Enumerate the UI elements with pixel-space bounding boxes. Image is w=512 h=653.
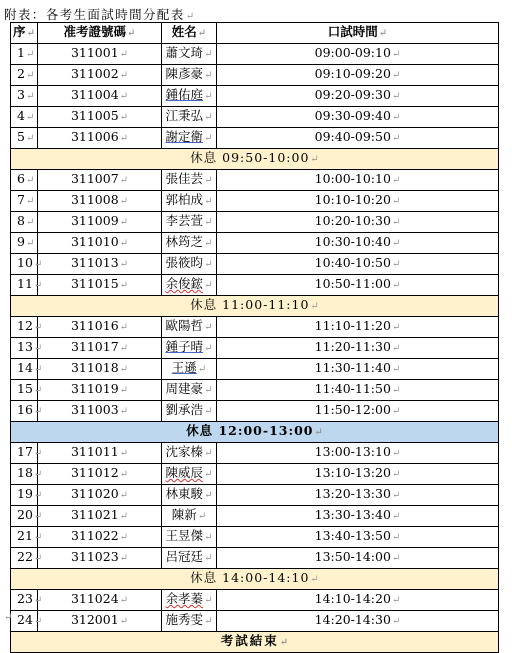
header-seq: 序↵ — [11, 23, 38, 44]
name-cell: 郭柏成↵ — [162, 191, 217, 212]
seq-cell: 12↵ — [11, 317, 38, 338]
paragraph-mark-icon: ↵ — [119, 385, 129, 396]
seq-cell: 20↵ — [11, 506, 38, 527]
table-row — [11, 128, 499, 149]
time-cell: 09:20-09:30↵ — [217, 86, 499, 107]
paragraph-mark-icon: ↵ — [391, 616, 401, 627]
paragraph-mark-icon: ↵ — [204, 322, 213, 333]
paragraph-mark-icon: ↵ — [119, 238, 129, 249]
paragraph-mark-icon: ↵ — [204, 112, 213, 123]
exam-id-cell: 311013↵ — [38, 254, 162, 275]
header-row — [11, 23, 499, 44]
seq-cell: 5↵ — [11, 128, 38, 149]
paragraph-mark-icon: ↵ — [33, 280, 43, 291]
paragraph-mark-icon: ↵ — [119, 217, 129, 228]
paragraph-mark-icon: ↵ — [33, 616, 43, 627]
table-row — [11, 443, 499, 464]
seq-cell: 24↵ — [11, 611, 38, 632]
paragraph-mark-icon: ↵ — [119, 322, 129, 333]
paragraph-mark-icon: ↵ — [204, 70, 213, 81]
exam-id-cell: 311008↵ — [38, 191, 162, 212]
paragraph-mark-icon: ↵ — [204, 217, 213, 228]
exam-id-cell: 311019↵ — [38, 380, 162, 401]
time-cell: 09:10-09:20↵ — [217, 65, 499, 86]
seq-cell: 11↵ — [11, 275, 38, 296]
table-row — [11, 338, 499, 359]
break-cell: 休息 11:00-11:10↵ — [11, 296, 499, 317]
table-row — [11, 485, 499, 506]
paragraph-mark-icon: ↵ — [33, 553, 43, 564]
paragraph-mark-icon: ↵ — [119, 595, 129, 606]
paragraph-mark-icon: ↵ — [119, 280, 129, 291]
paragraph-mark-icon: ↵ — [391, 259, 401, 270]
table-row — [11, 254, 499, 275]
time-cell: 10:00-10:10↵ — [217, 170, 499, 191]
table-row — [11, 191, 499, 212]
paragraph-mark-icon: ↵ — [391, 343, 401, 354]
time-cell: 11:40-11:50↵ — [217, 380, 499, 401]
exam-id-cell: 311012↵ — [38, 464, 162, 485]
seq-cell: 7↵ — [11, 191, 38, 212]
time-cell: 10:50-11:00↵ — [217, 275, 499, 296]
exam-id-cell: 311006↵ — [38, 128, 162, 149]
paragraph-mark-icon: ↵ — [33, 343, 43, 354]
time-cell: 13:00-13:10↵ — [217, 443, 499, 464]
header-name: 姓名↵ — [162, 23, 217, 44]
table-row — [11, 380, 499, 401]
paragraph-mark-icon: ↵ — [33, 490, 43, 501]
paragraph-mark-icon: ↵ — [33, 469, 43, 480]
paragraph-mark-icon: ↵ — [119, 406, 129, 417]
paragraph-mark-icon: ↵ — [391, 322, 401, 333]
name-cell: 余俊鋐↵ — [162, 275, 217, 296]
paragraph-mark-icon: ↵ — [4, 612, 13, 623]
table-row — [11, 506, 499, 527]
break-row — [11, 422, 499, 443]
paragraph-mark-icon: ↵ — [119, 364, 129, 375]
paragraph-mark-icon: ↵ — [33, 385, 43, 396]
paragraph-mark-icon: ↵ — [310, 154, 319, 165]
paragraph-mark-icon: ↵ — [391, 49, 401, 60]
table-row — [11, 170, 499, 191]
paragraph-mark-icon: ↵ — [391, 553, 401, 564]
paragraph-mark-icon: ↵ — [119, 616, 129, 627]
paragraph-mark-icon: ↵ — [119, 49, 129, 60]
paragraph-mark-icon: ↵ — [391, 406, 401, 417]
paragraph-mark-icon: ↵ — [119, 70, 129, 81]
exam-id-cell: 311023↵ — [38, 548, 162, 569]
time-cell: 13:10-13:20↵ — [217, 464, 499, 485]
seq-cell: 4↵ — [11, 107, 38, 128]
table-row — [11, 548, 499, 569]
paragraph-mark-icon: ↵ — [204, 133, 213, 144]
paragraph-mark-icon: ↵ — [197, 511, 207, 522]
exam-id-cell: 311004↵ — [38, 86, 162, 107]
header-interview-time: 口試時間↵ — [217, 23, 499, 44]
exam-id-cell: 311011↵ — [38, 443, 162, 464]
seq-cell: 2↵ — [11, 65, 38, 86]
time-cell: 13:50-14:00↵ — [217, 548, 499, 569]
exam-id-cell: 311010↵ — [38, 233, 162, 254]
table-row — [11, 275, 499, 296]
paragraph-mark-icon: ↵ — [391, 448, 401, 459]
time-cell: 13:30-13:40↵ — [217, 506, 499, 527]
name-cell: 周建豪↵ — [162, 380, 217, 401]
paragraph-mark-icon: ↵ — [25, 91, 35, 102]
seq-cell: 6↵ — [11, 170, 38, 191]
time-cell: 14:10-14:20↵ — [217, 590, 499, 611]
paragraph-mark-icon: ↵ — [279, 637, 289, 648]
paragraph-mark-icon: ↵ — [119, 553, 129, 564]
break-cell: 休息 14:00-14:10↵ — [11, 569, 499, 590]
paragraph-mark-icon: ↵ — [204, 343, 213, 354]
table-row — [11, 401, 499, 422]
exam-id-cell: 311015↵ — [38, 275, 162, 296]
time-cell: 10:20-10:30↵ — [217, 212, 499, 233]
paragraph-mark-icon: ↵ — [391, 532, 401, 543]
paragraph-mark-icon: ↵ — [391, 196, 401, 207]
title-text: 附表：各考生面試時間分配表 — [4, 7, 185, 22]
exam-id-cell: 311005↵ — [38, 107, 162, 128]
paragraph-mark-icon: ↵ — [119, 511, 129, 522]
name-cell: 蕭文琦↵ — [162, 44, 217, 65]
seq-cell: 17↵ — [11, 443, 38, 464]
paragraph-mark-icon: ↵ — [391, 70, 401, 81]
name-cell: 施秀雯↵ — [162, 611, 217, 632]
name-cell: 余孝蓁↵ — [162, 590, 217, 611]
paragraph-mark-icon: ↵ — [33, 406, 43, 417]
time-cell: 09:30-09:40↵ — [217, 107, 499, 128]
break-cell: 休息 12:00-13:00↵ — [11, 422, 499, 443]
break-cell: 休息 09:50-10:00↵ — [11, 149, 499, 170]
exam-id-cell: 311024↵ — [38, 590, 162, 611]
paragraph-mark-icon: ↵ — [204, 406, 213, 417]
exam-id-cell: 311007↵ — [38, 170, 162, 191]
paragraph-mark-icon: ↵ — [25, 133, 35, 144]
paragraph-mark-icon: ↵ — [204, 49, 213, 60]
table-row — [11, 212, 499, 233]
header-exam-id: 准考證號碼↵ — [38, 23, 162, 44]
schedule-table — [10, 22, 499, 653]
time-cell: 10:10-10:20↵ — [217, 191, 499, 212]
name-cell: 張筱昀↵ — [162, 254, 217, 275]
table-row — [11, 44, 499, 65]
paragraph-mark-icon: ↵ — [119, 448, 129, 459]
paragraph-mark-icon: ↵ — [391, 595, 401, 606]
time-cell: 14:20-14:30↵ — [217, 611, 499, 632]
paragraph-mark-icon: ↵ — [33, 259, 43, 270]
paragraph-mark-icon: ↵ — [310, 301, 319, 312]
seq-cell: 19↵ — [11, 485, 38, 506]
paragraph-mark-icon: ↵ — [391, 133, 401, 144]
exam-id-cell: 311020↵ — [38, 485, 162, 506]
paragraph-mark-icon: ↵ — [391, 91, 401, 102]
name-cell: 沈家榛↵ — [162, 443, 217, 464]
seq-cell: 13↵ — [11, 338, 38, 359]
table-row — [11, 65, 499, 86]
seq-cell: 18↵ — [11, 464, 38, 485]
paragraph-mark-icon: ↵ — [25, 196, 35, 207]
exam-id-cell: 312001↵ — [38, 611, 162, 632]
paragraph-mark-icon: ↵ — [204, 259, 213, 270]
paragraph-mark-icon: ↵ — [204, 238, 213, 249]
seq-cell: 10↵ — [11, 254, 38, 275]
seq-cell: 8↵ — [11, 212, 38, 233]
name-cell: 陳威辰↵ — [162, 464, 217, 485]
table-row — [11, 611, 499, 632]
paragraph-mark-icon: ↵ — [127, 28, 136, 39]
time-cell: 11:50-12:00↵ — [217, 401, 499, 422]
name-cell: 歐陽哲↵ — [162, 317, 217, 338]
paragraph-mark-icon: ↵ — [204, 448, 213, 459]
paragraph-mark-icon: ↵ — [119, 175, 129, 186]
name-cell: 張佳芸↵ — [162, 170, 217, 191]
paragraph-mark-icon: ↵ — [391, 175, 401, 186]
paragraph-mark-icon: ↵ — [378, 28, 388, 39]
name-cell: 呂冠廷↵ — [162, 548, 217, 569]
paragraph-mark-icon: ↵ — [391, 490, 401, 501]
name-cell: 江秉弘↵ — [162, 107, 217, 128]
paragraph-mark-icon: ↵ — [33, 532, 43, 543]
seq-cell: 14↵ — [11, 359, 38, 380]
paragraph-mark-icon: ↵ — [25, 70, 35, 81]
paragraph-mark-icon: ↵ — [204, 196, 213, 207]
exam-id-cell: 311002↵ — [38, 65, 162, 86]
exam-id-cell: 311003↵ — [38, 401, 162, 422]
paragraph-mark-icon: ↵ — [119, 490, 129, 501]
time-cell: 11:20-11:30↵ — [217, 338, 499, 359]
seq-cell: 15↵ — [11, 380, 38, 401]
table-row — [11, 359, 499, 380]
time-cell: 11:30-11:40↵ — [217, 359, 499, 380]
paragraph-mark-icon: ↵ — [391, 238, 401, 249]
exam-id-cell: 311021↵ — [38, 506, 162, 527]
paragraph-mark-icon: ↵ — [310, 574, 319, 585]
paragraph-mark-icon: ↵ — [25, 238, 35, 249]
paragraph-mark-icon: ↵ — [204, 616, 213, 627]
paragraph-mark-icon: ↵ — [204, 595, 213, 606]
seq-cell: 3↵ — [11, 86, 38, 107]
exam-id-cell: 311018↵ — [38, 359, 162, 380]
paragraph-mark-icon: ↵ — [204, 553, 213, 564]
paragraph-mark-icon: ↵ — [33, 322, 43, 333]
paragraph-mark-icon: ↵ — [33, 595, 43, 606]
paragraph-mark-icon: ↵ — [119, 112, 129, 123]
seq-cell: 9↵ — [11, 233, 38, 254]
paragraph-mark-icon: ↵ — [391, 280, 401, 291]
document-title — [4, 5, 194, 23]
paragraph-mark-icon: ↵ — [25, 175, 35, 186]
end-row — [11, 632, 499, 653]
seq-cell: 21↵ — [11, 527, 38, 548]
paragraph-mark-icon: ↵ — [25, 217, 35, 228]
table-row — [11, 233, 499, 254]
schedule-body — [11, 44, 499, 653]
paragraph-mark-icon: ↵ — [204, 469, 213, 480]
paragraph-mark-icon: ↵ — [119, 91, 129, 102]
time-cell: 13:40-13:50↵ — [217, 527, 499, 548]
paragraph-mark-icon: ↵ — [33, 364, 43, 375]
seq-cell: 23↵ — [11, 590, 38, 611]
paragraph-mark-icon: ↵ — [185, 11, 195, 22]
paragraph-mark-icon: ↵ — [391, 112, 401, 123]
exam-id-cell: 311016↵ — [38, 317, 162, 338]
exam-id-cell: 311022↵ — [38, 527, 162, 548]
break-row — [11, 296, 499, 317]
time-cell: 13:20-13:30↵ — [217, 485, 499, 506]
paragraph-mark-icon: ↵ — [25, 112, 35, 123]
paragraph-mark-icon: ↵ — [119, 469, 129, 480]
seq-cell: 1↵ — [11, 44, 38, 65]
paragraph-mark-icon: ↵ — [204, 385, 213, 396]
paragraph-mark-icon: ↵ — [314, 427, 323, 438]
paragraph-mark-icon: ↵ — [391, 364, 401, 375]
table-row — [11, 590, 499, 611]
paragraph-mark-icon: ↵ — [204, 280, 213, 291]
paragraph-mark-icon: ↵ — [204, 175, 213, 186]
exam-id-cell: 311001↵ — [38, 44, 162, 65]
paragraph-mark-icon: ↵ — [119, 532, 129, 543]
name-cell: 陳新↵ — [162, 506, 217, 527]
break-row — [11, 149, 499, 170]
paragraph-mark-icon: ↵ — [204, 91, 213, 102]
time-cell: 09:40-09:50↵ — [217, 128, 499, 149]
paragraph-mark-icon: ↵ — [119, 259, 129, 270]
break-row — [11, 569, 499, 590]
name-cell: 林筠芝↵ — [162, 233, 217, 254]
name-cell: 李芸萱↵ — [162, 212, 217, 233]
table-row — [11, 527, 499, 548]
name-cell: 劉承浩↵ — [162, 401, 217, 422]
time-cell: 10:40-10:50↵ — [217, 254, 499, 275]
paragraph-mark-icon: ↵ — [119, 343, 129, 354]
time-cell: 11:10-11:20↵ — [217, 317, 499, 338]
table-row — [11, 464, 499, 485]
paragraph-mark-icon: ↵ — [197, 28, 207, 39]
seq-cell: 22↵ — [11, 548, 38, 569]
paragraph-mark-icon: ↵ — [391, 511, 401, 522]
table-row — [11, 317, 499, 338]
time-cell: 09:00-09:10↵ — [217, 44, 499, 65]
name-cell: 鍾子晴↵ — [162, 338, 217, 359]
paragraph-mark-icon: ↵ — [391, 217, 401, 228]
name-cell: 陳彥豪↵ — [162, 65, 217, 86]
paragraph-mark-icon: ↵ — [204, 532, 213, 543]
end-cell: 考試結束↵ — [11, 632, 499, 653]
table-row — [11, 86, 499, 107]
exam-id-cell: 311017↵ — [38, 338, 162, 359]
paragraph-mark-icon: ↵ — [391, 469, 401, 480]
paragraph-mark-icon: ↵ — [197, 364, 207, 375]
paragraph-mark-icon: ↵ — [391, 385, 401, 396]
paragraph-mark-icon: ↵ — [119, 196, 129, 207]
name-cell: 王昱傑↵ — [162, 527, 217, 548]
exam-id-cell: 311009↵ — [38, 212, 162, 233]
paragraph-mark-icon: ↵ — [33, 448, 43, 459]
paragraph-mark-icon: ↵ — [119, 133, 129, 144]
name-cell: 王遜↵ — [162, 359, 217, 380]
paragraph-mark-icon: ↵ — [25, 49, 35, 60]
paragraph-mark-icon: ↵ — [26, 28, 35, 39]
paragraph-mark-icon: ↵ — [33, 511, 43, 522]
name-cell: 林東駿↵ — [162, 485, 217, 506]
time-cell: 10:30-10:40↵ — [217, 233, 499, 254]
paragraph-mark-icon: ↵ — [204, 490, 213, 501]
seq-cell: 16↵ — [11, 401, 38, 422]
name-cell: 鍾佑庭↵ — [162, 86, 217, 107]
name-cell: 謝定衛↵ — [162, 128, 217, 149]
table-row — [11, 107, 499, 128]
